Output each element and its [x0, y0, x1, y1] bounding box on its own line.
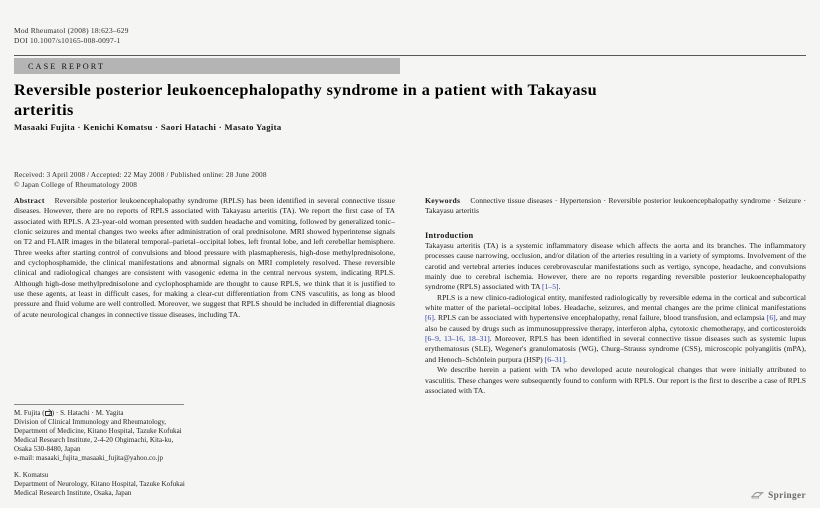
intro-p2-text-b: . RPLS can be associated with hypertensive encephalopathy, renal failure, blood transfusion, and eclampsia	[433, 313, 767, 323]
publisher-name: Springer	[768, 490, 806, 500]
citation-link-6-9-13-16-18-31[interactable]: [6–9, 13–16, 18–31]	[425, 334, 490, 344]
corr-2-line-1: K. Komatsu	[14, 470, 49, 479]
journal-masthead	[14, 26, 129, 45]
corr-2-line-3: Medical Research Institute, Osaka, Japan	[14, 488, 132, 497]
journal-doi-line: DOI 10.1007/s10165-008-0097-1	[14, 35, 121, 45]
citation-link-1-5[interactable]: [1–5]	[542, 282, 559, 292]
springer-knot-icon	[751, 490, 764, 500]
correspondence-author-1	[14, 409, 395, 464]
publisher-footer	[751, 490, 806, 500]
category-banner-label: CASE REPORT	[28, 61, 105, 71]
intro-p1-text-b: .	[558, 282, 561, 292]
corr-1-name-pre: M. Fujita (	[14, 409, 45, 417]
abstract-heading: Abstract	[14, 196, 45, 205]
author-list: Masaaki Fujita · Kenichi Komatsu · Saori Hatachi · Masato Yagita	[14, 122, 282, 132]
correspondence-author-2	[14, 471, 395, 498]
abstract-body: Reversible posterior leukoencephalopathy syndrome (RPLS) has been identified in several connective tissue diseases. However, there are no reports of RPLS associated with Takayasu arteritis (TA). We report the first case of TA associated with RPLS. A 23-year-old woman presented with sudden headache and vomiting, followed by generalized tonic–clonic seizures and mental changes two weeks after administration of oral prednisolone. MRI showed hyperintense signals on T2 and FLAIR images in the bilateral temporal–parietal–occipital lobes, left frontal lobe, and left cerebellar hemisphere. Three weeks after starting control of convulsions and blood pressure with plasmapheresis, high-dose methylprednisolone, and cyclophosphamide, the clinical manifestations and abnormal signals on MRI completely resolved. These reversible clinical and radiological changes are consistent with vasogenic edema in the central nervous system, indicating RPLS. Although high-dose methylprednisolone and cyclophosphamide are thought to cause RPLS, we think that it is justified to use these agents, at least in difficult cases, for making a clear-cut differentiation from CNS vasculitis, as long as blood pressure and fluid volume are well controlled. Moreover, we suggest that RPLS should be included in differential diagnosis of acute neurological changes in connective tissue diseases, including TA.	[14, 196, 395, 319]
correspondence-rule	[14, 404, 184, 405]
received-accepted-published-line: Received: 3 April 2008 / Accepted: 22 May 2008 / Published online: 28 June 2008	[14, 170, 267, 179]
citation-link-6-31[interactable]: [6–31]	[544, 354, 566, 364]
corr-1-name-post: ) · S. Hatachi · M. Yagita	[51, 409, 124, 417]
corr-1-line-5: Osaka 530-8480, Japan	[14, 445, 81, 454]
intro-p2-text-e: .	[565, 354, 567, 364]
intro-p2-text-d: . Moreover, RPLS has been identified in several connective tissue diseases such as systemic lupus erythematosus (SLE), Wegener's granulomatosis (WG), Churg–Strauss syndrome (CSS), microscopic polyangiitis (mPA), and Henoch–Schönlein purpura (HSP)	[425, 334, 806, 364]
right-column	[425, 196, 806, 396]
copyright-line: © Japan College of Rheumatology 2008	[14, 179, 138, 189]
page-content	[14, 0, 806, 508]
journal-citation-line: Mod Rheumatol (2008) 18:623–629	[14, 26, 129, 35]
header-rule	[14, 55, 806, 56]
left-column	[14, 196, 395, 320]
introduction-paragraph-1	[425, 241, 806, 293]
correspondence-block	[14, 409, 395, 498]
corr-1-line-3: Department of Medicine, Kitano Hospital, Tazuke Kofukai	[14, 427, 182, 436]
intro-p2-text-a: RPLS is a new clinico-radiological entity, manifested radiologically by reversible edema in the cortical and subcortical white matter of the parietal–occipital lobes. Headache, seizures, and mental changes are the prime clinical manifestations	[425, 292, 806, 313]
keywords-paragraph	[425, 196, 806, 217]
corr-1-line-2: Division of Clinical Immunology and Rheumatology,	[14, 418, 167, 427]
publication-history	[14, 170, 574, 190]
citation-link-6-first[interactable]: [6]	[425, 313, 434, 323]
keywords-body: Connective tissue diseases · Hypertension · Reversible posterior leukoencephalopathy syndrome · Seizure · Takayasu arteritis	[425, 196, 806, 216]
corr-1-line-4: Medical Research Institute, 2-4-20 Ohgimachi, Kita-ku,	[14, 436, 174, 445]
corr-2-line-2: Department of Neurology, Kitano Hospital, Tazuke Kofukai	[14, 479, 185, 488]
introduction-heading: Introduction	[425, 230, 474, 240]
introduction-paragraph-2	[425, 293, 806, 365]
introduction-paragraph-3: We describe herein a patient with TA who developed acute neurological changes that were initially attributed to vasculitis. These changes were subsequently found to conform with RPLS. Our report is the first to describe a case of RPLS associated with TA.	[425, 365, 806, 395]
intro-p1-text-a: Takayasu arteritis (TA) is a systemic inflammatory disease which affects the aorta and its branches. The inflammatory processes cause narrowing, occlusion, and/or dilation of the arteries resulting in a variety of symptoms. Involvement of the carotid and vertebral arteries induces cerebrovascular manifestations such as vertigo, syncope, headache, and convulsions mainly due to cerebral ischemia. However, there are no reports regarding reversible posterior leukoencephalopathy syndrome (RPLS) associated with TA	[425, 241, 806, 292]
corr-1-email[interactable]: e-mail: masaaki_fujita_masaaki_fujita@yahoo.co.jp	[14, 454, 164, 463]
intro-p2-text-c: , and may also be caused by drugs such as immunosuppressive therapy, interferon alpha, cytotoxic chemotherapy, and corticosteroids	[425, 313, 806, 333]
category-banner	[14, 58, 400, 74]
citation-link-6-second[interactable]: [6]	[766, 313, 776, 323]
envelope-icon	[45, 411, 52, 416]
keywords-heading: Keywords	[425, 196, 461, 205]
corr-1-line-1	[14, 409, 395, 418]
article-title: Reversible posterior leukoencephalopathy syndrome in a patient with Takayasu arteritis	[14, 81, 598, 119]
abstract-paragraph	[14, 196, 395, 320]
